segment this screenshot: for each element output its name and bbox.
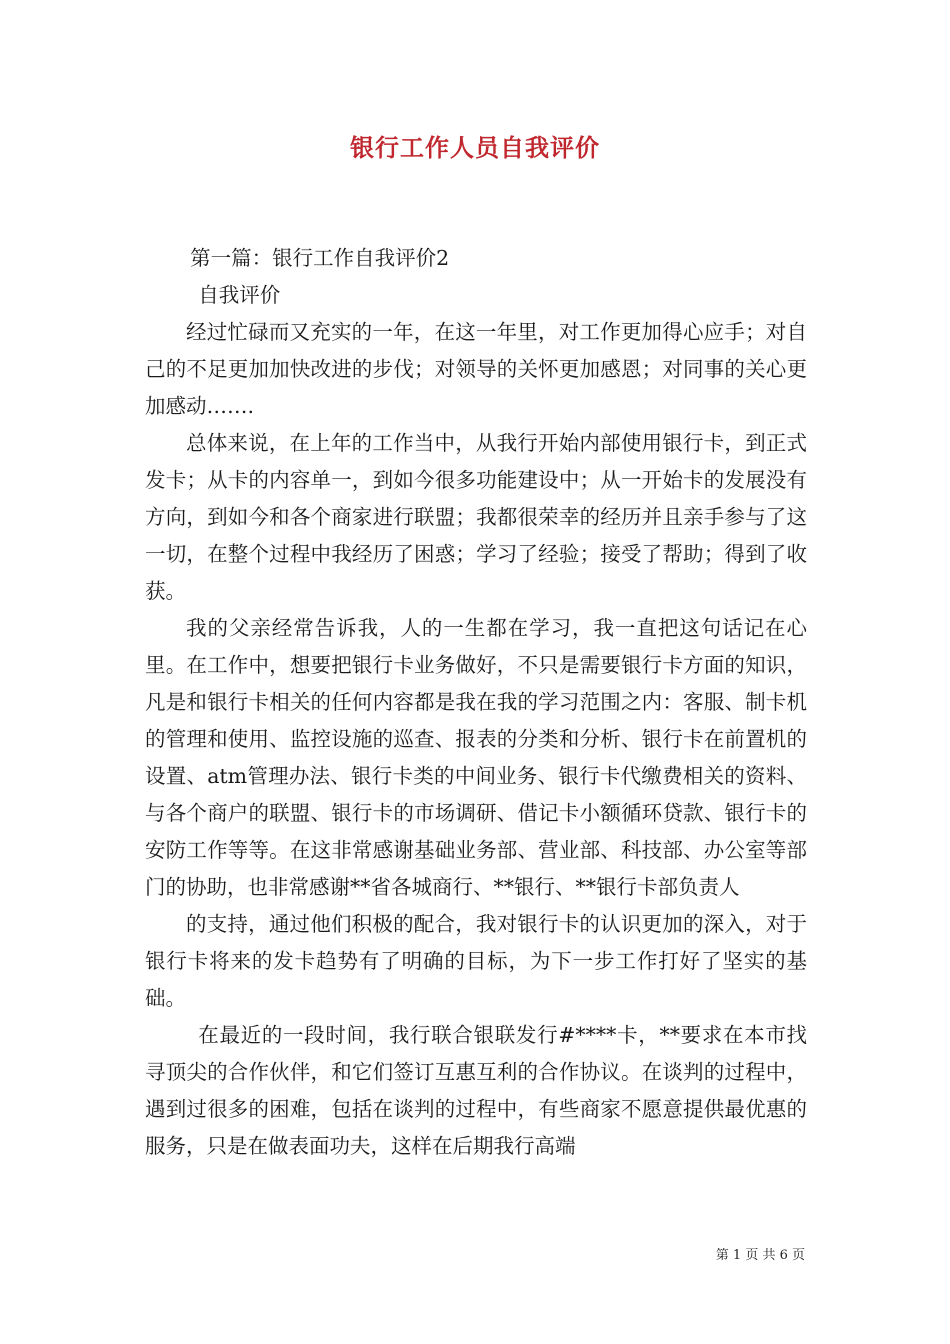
paragraph: 经过忙碌而又充实的一年，在这一年里，对工作更加得心应手；对自己的不足更加加快改进的步伐；对领导的关怀更加感恩；对同事的关心更加感动……. <box>145 320 807 418</box>
paragraph: 总体来说，在上年的工作当中，从我行开始内部使用银行卡，到正式发卡；从卡的内容单一，到如今很多功能建设中；从一开始卡的发展没有方向，到如今和各个商家进行联盟；我都很荣幸的经历并且亲手参与了这一切，在整个过程中我经历了困惑；学习了经验；接受了帮助；得到了收获。 <box>145 431 807 603</box>
paragraph: 我的父亲经常告诉我，人的一生都在学习，我一直把这句话记在心里。在工作中，想要把银行卡业务做好，不只是需要银行卡方面的知识，凡是和银行卡相关的任何内容都是我在我的学习范围之内：客服、制卡机的管理和使用、监控设施的巡查、报表的分类和分析、银行卡在前置机的设置、atm管理办法、银行卡类的中间业务、银行卡代缴费相关的资料、与各个商户的联盟、银行卡的市场调研、借记卡小额循环贷款、银行卡的安防工作等等。在这非常感谢基础业务部、营业部、科技部、办公室等部门的协助，也非常感谢**省各城商行、**银行、**银行卡部负责人 <box>145 616 807 899</box>
page-number: 第 1 页 共 6 页 <box>715 1248 805 1263</box>
paragraph: 在最近的一段时间，我行联合银联发行#****卡，**要求在本市找寻顶尖的合作伙伴，和它们签订互惠互利的合作协议。在谈判的过程中，遇到过很多的困难，包括在谈判的过程中，有些商家不愿意提供最优惠的服务，只是在做表面功夫，这样在后期我行高端 <box>145 1023 807 1158</box>
paragraph: 的支持，通过他们积极的配合，我对银行卡的认识更加的深入，对于银行卡将来的发卡趋势有了明确的目标，为下一步工作打好了坚实的基础。 <box>145 912 807 1010</box>
document-body <box>145 240 807 1165</box>
subheading: 自我评价 <box>198 283 281 307</box>
section-heading: 第一篇：银行工作自我评价2 <box>190 246 450 270</box>
document-title: 银行工作人员自我评价 <box>350 133 600 162</box>
